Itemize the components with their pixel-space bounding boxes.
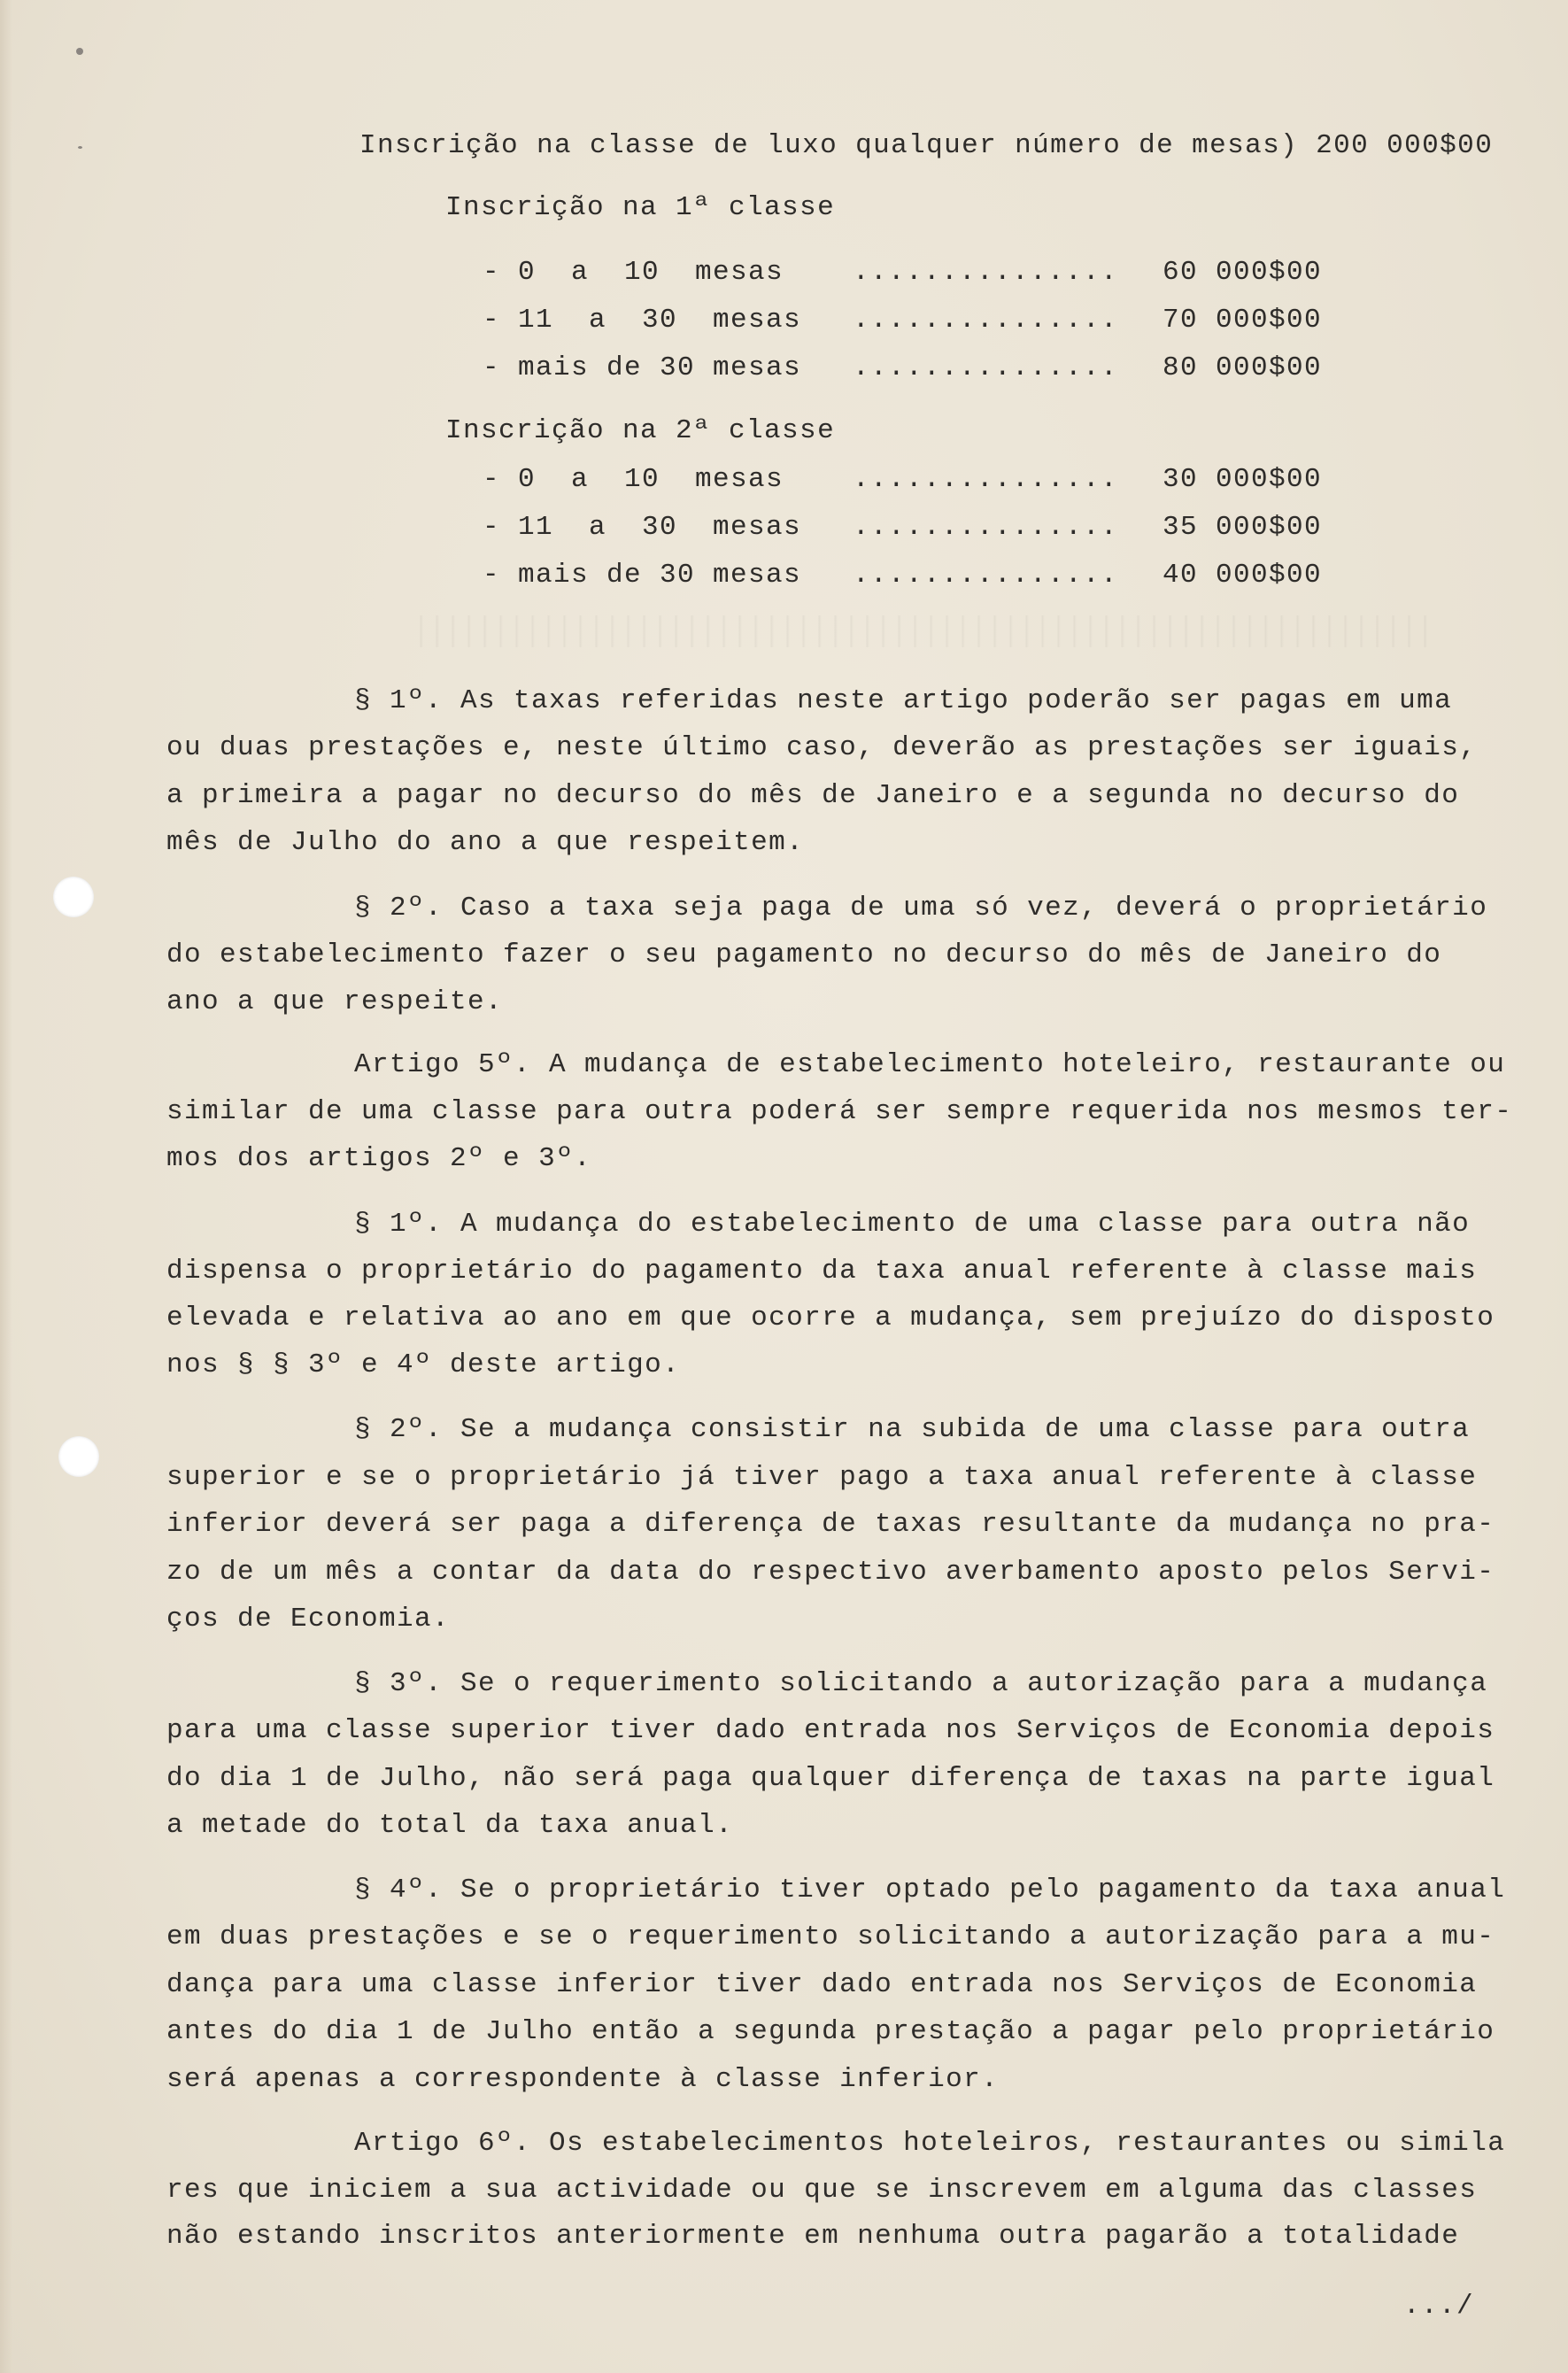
paragraph-line: dispensa o proprietário do pagamento da taxa anual referente à classe mais [166, 1256, 1478, 1287]
paper-edge [0, 0, 12, 2373]
paragraph-line: ano a que respeite. [166, 986, 504, 1017]
paragraph-line: nos § § 3º e 4º deste artigo. [166, 1349, 681, 1380]
row-dots: ............... [853, 512, 1119, 543]
paragraph-line: dança para uma classe inferior tiver dado entrada nos Serviços de Economia [166, 1969, 1478, 2000]
paragraph-line: Artigo 5º. A mudança de estabelecimento hoteleiro, restaurante ou [354, 1049, 1506, 1080]
row-dots: ............... [853, 560, 1119, 591]
paragraph-line: inferior deverá ser paga a diferença de taxas resultante da mudança no pra- [166, 1509, 1495, 1540]
paragraph-line: § 1º. As taxas referidas neste artigo poderão ser pagas em uma [354, 685, 1453, 716]
row-amount: 30 000$00 [1162, 464, 1323, 495]
paragraph-line: zo de um mês a contar da data do respectivo averbamento aposto pelos Servi- [166, 1557, 1495, 1588]
paragraph-line: superior e se o proprietário já tiver pago a taxa anual referente à classe [166, 1462, 1478, 1493]
paragraph-line: antes do dia 1 de Julho então a segunda prestação a pagar pelo proprietário [166, 2016, 1495, 2047]
paragraph-line: § 4º. Se o proprietário tiver optado pelo pagamento da taxa anual [354, 1874, 1506, 1905]
paragraph-line: elevada e relativa ao ano em que ocorre a mudança, sem prejuízo do disposto [166, 1302, 1495, 1333]
class1-title: Inscrição na 1ª classe [445, 192, 836, 223]
row-dots: ............... [853, 257, 1119, 288]
row-label: - 0 a 10 mesas [483, 464, 784, 495]
row-label: - 11 a 30 mesas [483, 512, 802, 543]
paper-speck [76, 48, 83, 55]
punch-hole-top [53, 877, 94, 917]
paragraph-line: § 1º. A mudança do estabelecimento de uma classe para outra não [354, 1209, 1471, 1240]
row-amount: 80 000$00 [1162, 352, 1323, 383]
paragraph-line: a primeira a pagar no decurso do mês de Janeiro e a segunda no decurso do [166, 780, 1460, 811]
paragraph-line: similar de uma classe para outra poderá ser sempre requerida nos mesmos ter- [166, 1096, 1513, 1127]
paragraph-line: do dia 1 de Julho, não será paga qualquer diferença de taxas na parte igual [166, 1763, 1495, 1794]
paragraph-line: mos dos artigos 2º e 3º. [166, 1143, 592, 1174]
row-label: - mais de 30 mesas [483, 352, 802, 383]
row-amount: 40 000$00 [1162, 560, 1323, 591]
paragraph-line: § 3º. Se o requerimento solicitando a autorização para a mudança [354, 1668, 1488, 1699]
class2-title: Inscrição na 2ª classe [445, 415, 836, 446]
paragraph-line: § 2º. Se a mudança consistir na subida de uma classe para outra [354, 1414, 1471, 1445]
page-continuation-mark: .../ [1403, 2291, 1475, 2322]
row-label: - 0 a 10 mesas [483, 257, 784, 288]
punch-hole-bottom [58, 1436, 99, 1477]
paragraph-line: mês de Julho do ano a que respeitem. [166, 827, 805, 858]
paragraph-line: do estabelecimento fazer o seu pagamento no decurso do mês de Janeiro do [166, 939, 1442, 970]
class2-row [483, 558, 1323, 700]
row-amount: 60 000$00 [1162, 257, 1323, 288]
paragraph-line: para uma classe superior tiver dado entrada nos Serviços de Economia depois [166, 1715, 1495, 1746]
paragraph-line: não estando inscritos anteriormente em nenhuma outra pagarão a totalidade [166, 2221, 1460, 2252]
luxury-class-line: Inscrição na classe de luxo qualquer número de mesas) 200 000$00 [359, 130, 1494, 161]
paper-speck [78, 146, 82, 149]
row-label: - 11 a 30 mesas [483, 305, 802, 336]
row-amount: 70 000$00 [1162, 305, 1323, 336]
paragraph-line: ou duas prestações e, neste último caso, deverão as prestações ser iguais, [166, 732, 1478, 763]
paragraph-line: em duas prestações e se o requerimento solicitando a autorização para a mu- [166, 1921, 1495, 1952]
row-label: - mais de 30 mesas [483, 560, 802, 591]
paragraph-line: § 2º. Caso a taxa seja paga de uma só vez, deverá o proprietário [354, 893, 1488, 924]
paragraph-line: res que iniciem a sua actividade ou que se inscrevem em alguma das classes [166, 2175, 1478, 2206]
paragraph-line: Artigo 6º. Os estabelecimentos hoteleiros, restaurantes ou simila [354, 2128, 1506, 2159]
paragraph-line: será apenas a correspondente à classe inferior. [166, 2064, 1000, 2095]
row-dots: ............... [853, 464, 1119, 495]
paragraph-line: ços de Economia. [166, 1604, 451, 1635]
row-dots: ............... [853, 305, 1119, 336]
smudged-line [407, 615, 1434, 647]
paragraph-line: a metade do total da taxa anual. [166, 1810, 734, 1841]
row-dots: ............... [853, 352, 1119, 383]
row-amount: 35 000$00 [1162, 512, 1323, 543]
